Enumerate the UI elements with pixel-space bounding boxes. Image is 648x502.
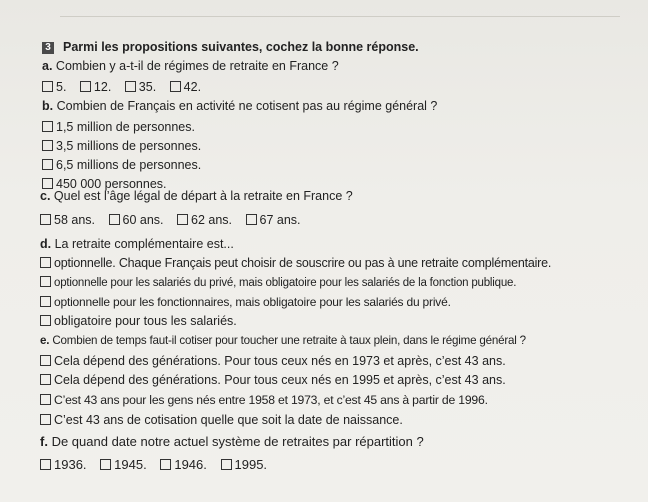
option-d2[interactable]: optionnelle pour les salariés du privé, mais obligatoire pour les salariés de la fonction publique. (40, 276, 516, 291)
option-c3[interactable]: 62 ans. (177, 213, 232, 228)
question-c: c. Quel est l’âge légal de départ à la retraite en France ? (40, 189, 353, 203)
option-a2[interactable]: 12. (80, 80, 111, 95)
checkbox[interactable] (80, 81, 91, 92)
option-f1[interactable]: 1936. (40, 457, 87, 472)
question-a: a. Combien y a-t-il de régimes de retraite en France ? (42, 59, 339, 73)
checkbox[interactable] (42, 81, 53, 92)
option-d3[interactable]: optionnelle pour les fonctionnaires, mais obligatoire pour les salariés du privé. (40, 295, 451, 310)
checkbox[interactable] (100, 459, 111, 470)
checkbox[interactable] (40, 276, 51, 287)
option-b3[interactable]: 6,5 millions de personnes. (42, 158, 201, 173)
checkbox[interactable] (40, 296, 51, 307)
option-b1[interactable]: 1,5 million de personnes. (42, 120, 195, 135)
option-d4[interactable]: obligatoire pour tous les salariés. (40, 314, 237, 329)
checkbox[interactable] (42, 121, 53, 132)
option-f2[interactable]: 1945. (100, 457, 147, 472)
question-f: f. De quand date notre actuel système de retraites par répartition ? (40, 434, 424, 449)
exercise-number-badge: 3 (42, 42, 54, 54)
checkbox[interactable] (40, 414, 51, 425)
exercise-instruction: Parmi les propositions suivantes, cochez la bonne réponse. (63, 40, 419, 54)
option-a4[interactable]: 42. (170, 80, 201, 95)
option-e4[interactable]: C’est 43 ans de cotisation quelle que soit la date de naissance. (40, 413, 403, 428)
option-e1[interactable]: Cela dépend des générations. Pour tous ceux nés en 1973 et après, c’est 43 ans. (40, 354, 506, 369)
question-b: b. Combien de Français en activité ne cotisent pas au régime général ? (42, 99, 438, 113)
checkbox[interactable] (40, 394, 51, 405)
checkbox[interactable] (109, 214, 120, 225)
checkbox[interactable] (40, 214, 51, 225)
option-e2[interactable]: Cela dépend des générations. Pour tous ceux nés en 1995 et après, c’est 43 ans. (40, 373, 506, 388)
checkbox[interactable] (177, 214, 188, 225)
option-b2[interactable]: 3,5 millions de personnes. (42, 139, 201, 154)
checkbox[interactable] (40, 459, 51, 470)
question-f-options (40, 457, 277, 472)
checkbox[interactable] (42, 178, 53, 189)
checkbox[interactable] (125, 81, 136, 92)
checkbox[interactable] (42, 140, 53, 151)
option-a3[interactable]: 35. (125, 80, 156, 95)
option-c4[interactable]: 67 ans. (246, 213, 301, 228)
option-c2[interactable]: 60 ans. (109, 213, 164, 228)
question-a-options (42, 80, 211, 95)
checkbox[interactable] (170, 81, 181, 92)
option-e3[interactable]: C’est 43 ans pour les gens nés entre 1958 et 1973, et c’est 45 ans à partir de 1996. (40, 393, 488, 408)
checkbox[interactable] (42, 159, 53, 170)
option-d1[interactable]: optionnelle. Chaque Français peut choisir de souscrire ou pas à une retraite complémentaire. (40, 256, 551, 271)
question-d: d. La retraite complémentaire est... (40, 237, 234, 251)
option-f3[interactable]: 1946. (160, 457, 207, 472)
option-b4[interactable]: 450 000 personnes. (42, 177, 167, 192)
decorative-rule (60, 16, 620, 17)
checkbox[interactable] (40, 355, 51, 366)
checkbox[interactable] (221, 459, 232, 470)
option-c1[interactable]: 58 ans. (40, 213, 95, 228)
checkbox[interactable] (40, 257, 51, 268)
checkbox[interactable] (160, 459, 171, 470)
option-f4[interactable]: 1995. (221, 457, 268, 472)
checkbox[interactable] (40, 374, 51, 385)
question-e: e. Combien de temps faut-il cotiser pour toucher une retraite à taux plein, dans le régime général ? (40, 334, 526, 347)
checkbox[interactable] (246, 214, 257, 225)
option-a1[interactable]: 5. (42, 80, 66, 95)
question-c-options (40, 213, 311, 228)
checkbox[interactable] (40, 315, 51, 326)
